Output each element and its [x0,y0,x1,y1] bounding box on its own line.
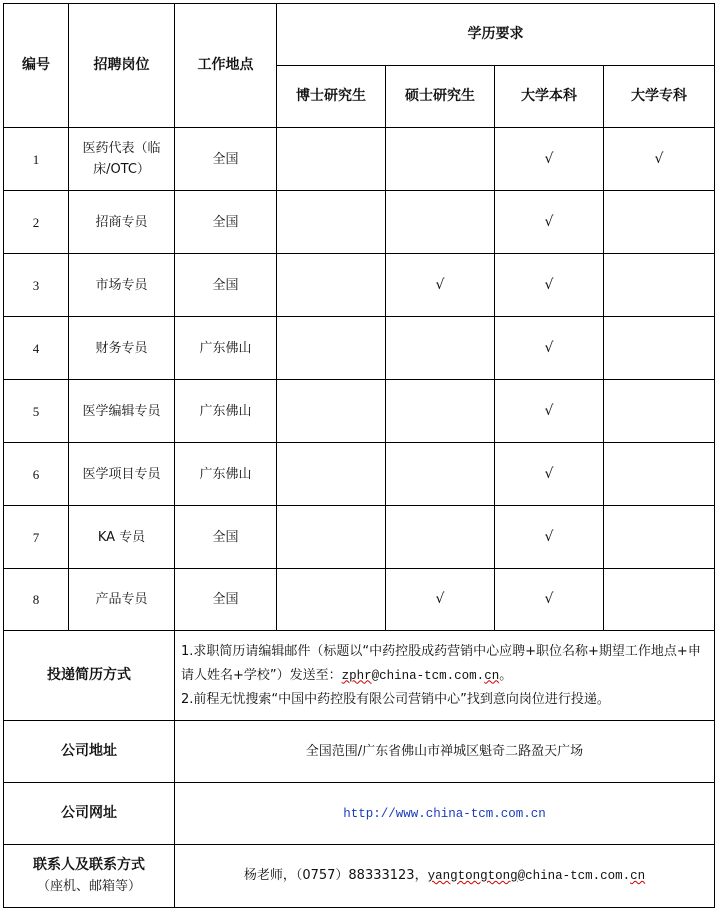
row-location: 全国 [175,254,277,317]
row-doctor-check [277,380,386,443]
row-location: 广东佛山 [175,380,277,443]
row-doctor-check [277,128,386,191]
row-master-check [386,191,495,254]
row-location: 全国 [175,506,277,569]
resume-line-1 [181,640,708,688]
row-position: 市场专员 [69,254,175,317]
row-no: 4 [4,317,69,380]
row-college-check [604,317,715,380]
table-row [4,128,715,191]
row-no: 1 [4,128,69,191]
row-college-check [604,191,715,254]
row-doctor-check [277,506,386,569]
resume-email[interactable] [342,669,500,683]
header-master: 硕士研究生 [386,66,495,128]
row-doctor-check [277,254,386,317]
contact-email[interactable] [428,869,646,883]
row-position: 医学编辑专员 [69,380,175,443]
recruitment-table-wrapper [3,3,715,908]
contact-label-line-2: （座机、邮箱等） [36,879,141,894]
resume-label: 投递简历方式 [4,631,175,721]
header-location: 工作地点 [175,4,277,128]
resume-row [4,631,715,721]
row-bachelor-check: √ [495,128,604,191]
row-no: 6 [4,443,69,506]
resume-email-tld: cn [484,668,500,683]
header-college: 大学专科 [604,66,715,128]
header-position: 招聘岗位 [69,4,175,128]
row-college-check [604,380,715,443]
row-no: 5 [4,380,69,443]
row-college-check [604,569,715,631]
row-no: 3 [4,254,69,317]
row-location: 全国 [175,569,277,631]
address-value: 全国范围/广东省佛山市禅城区魁奇二路盈天广场 [175,721,715,783]
resume-email-user: zphr [341,668,372,683]
contact-email-domain: @china-tcm.com. [517,869,631,883]
contact-label-line-1: 联系人及联系方式 [33,857,145,873]
header-no: 编号 [4,4,69,128]
resume-line-1-end: 。 [499,667,513,683]
contact-email-tld: cn [630,869,646,883]
row-master-check: √ [386,254,495,317]
row-no: 2 [4,191,69,254]
row-position: 产品专员 [69,569,175,631]
row-master-check [386,380,495,443]
row-doctor-check [277,443,386,506]
row-location: 广东佛山 [175,443,277,506]
row-doctor-check [277,569,386,631]
table-row [4,443,715,506]
header-doctor: 博士研究生 [277,66,386,128]
contact-row [4,845,715,908]
row-position: 医药代表（临床/OTC） [69,128,175,191]
row-master-check: √ [386,569,495,631]
row-bachelor-check: √ [495,380,604,443]
row-master-check [386,443,495,506]
table-row [4,506,715,569]
table-row [4,254,715,317]
table-row [4,317,715,380]
resume-instructions [175,631,715,721]
contact-email-user: yangtongtong [427,869,518,883]
address-row [4,721,715,783]
row-doctor-check [277,317,386,380]
resume-email-domain: @china-tcm.com. [371,668,485,683]
row-doctor-check [277,191,386,254]
row-master-check [386,317,495,380]
website-link[interactable]: http://www.china-tcm.com.cn [343,806,546,821]
row-bachelor-check: √ [495,569,604,631]
row-location: 全国 [175,128,277,191]
website-row [4,783,715,845]
row-college-check [604,443,715,506]
table-row [4,191,715,254]
contact-phone: 杨老师，（0757）88333123， [243,868,428,883]
row-bachelor-check: √ [495,254,604,317]
row-position: 医学项目专员 [69,443,175,506]
contact-value [175,845,715,908]
row-college-check [604,506,715,569]
website-label: 公司网址 [4,783,175,845]
table-row [4,569,715,631]
row-bachelor-check: √ [495,443,604,506]
row-college-check: √ [604,128,715,191]
row-position: 招商专员 [69,191,175,254]
address-label: 公司地址 [4,721,175,783]
resume-line-2: 2.前程无忧搜索“中国中药控股有限公司营销中心”找到意向岗位进行投递。 [181,691,610,707]
row-master-check [386,128,495,191]
row-location: 全国 [175,191,277,254]
recruitment-table [3,3,715,908]
row-position: KA 专员 [69,506,175,569]
website-cell [175,783,715,845]
row-master-check [386,506,495,569]
row-college-check [604,254,715,317]
row-bachelor-check: √ [495,191,604,254]
row-bachelor-check: √ [495,317,604,380]
header-row-1 [4,4,715,66]
contact-label [4,845,175,908]
row-bachelor-check: √ [495,506,604,569]
row-no: 7 [4,506,69,569]
header-bachelor: 大学本科 [495,66,604,128]
table-row [4,380,715,443]
header-education: 学历要求 [277,4,715,66]
resume-line-1-text: 1.求职简历请编辑邮件（标题以“中药控股成药营销中心应聘+职位名称+期望工作地点+申请人姓名+学校”）发送至： [181,643,701,683]
row-location: 广东佛山 [175,317,277,380]
row-no: 8 [4,569,69,631]
row-position: 财务专员 [69,317,175,380]
